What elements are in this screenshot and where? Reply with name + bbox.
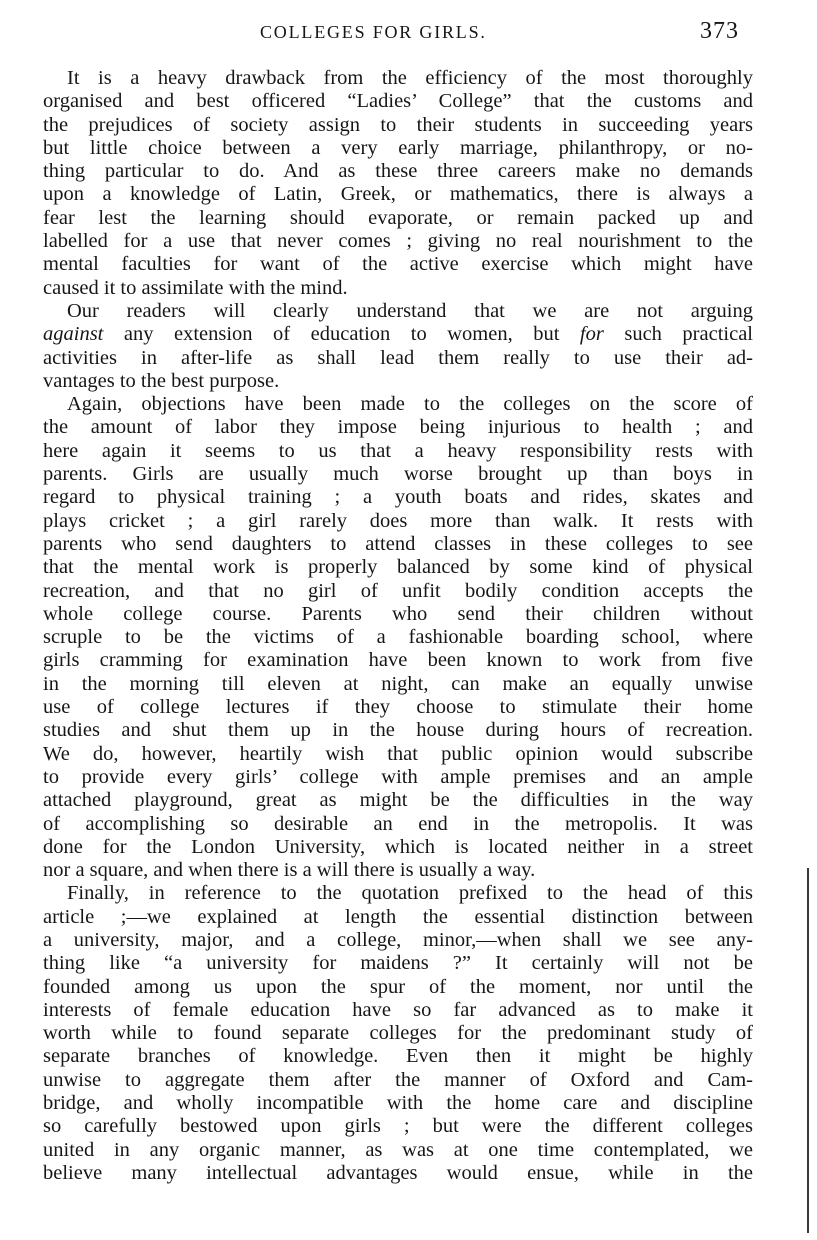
text-line: thing like “a university for maidens ?” It certainly will not be <box>43 952 753 975</box>
text-line: use of college lectures if they choose to stimulate their home <box>43 696 753 719</box>
text-line: caused it to assimilate with the mind. <box>43 276 348 299</box>
text-line: in the morning till eleven at night, can make an equally unwise <box>43 672 753 695</box>
text-line: studies and shut them up in the house during hours of recreation. <box>43 719 753 742</box>
text-line: nor a square, and when there is a will there is usually a way. <box>43 859 536 882</box>
text-line: parents who send daughters to attend classes in these colleges to see <box>43 532 753 555</box>
text-line: article ;—we explained at length the essential distinction between <box>43 905 753 928</box>
text-line: labelled for a use that never comes ; giving no real nourishment to the <box>43 230 753 253</box>
text-line: It is a heavy drawback from the efficiency of the most thoroughly <box>67 67 753 89</box>
text-line: regard to physical training ; a youth boats and rides, skates and <box>43 486 753 509</box>
text-line: unwise to aggregate them after the manner of Oxford and Cam- <box>43 1068 753 1091</box>
text-line: Finally, in reference to the quotation prefixed to the head of this <box>67 882 753 905</box>
text-line: against any extension of education to women, but for such practical <box>43 323 753 346</box>
text-line: Again, objections have been made to the colleges on the score of <box>67 393 753 416</box>
text-line: here again it seems to us that a heavy responsibility rests with <box>43 439 753 462</box>
text-line: to provide every girls’ college with ample premises and an ample <box>43 765 753 788</box>
text-line: We do, however, heartily wish that public opinion would subscribe <box>43 742 753 765</box>
body-text <box>43 67 753 1185</box>
page-number: 373 <box>700 18 739 44</box>
text-line: vantages to the best purpose. <box>43 369 280 392</box>
text-line: done for the London University, which is located neither in a street <box>43 835 753 858</box>
text-line: interests of female education have so far advanced as to make it <box>43 998 753 1021</box>
text-line: the amount of labor they impose being injurious to health ; and <box>43 416 753 439</box>
text-line: plays cricket ; a girl rarely does more than walk. It rests with <box>43 509 753 532</box>
running-title: COLLEGES FOR GIRLS. <box>260 22 487 42</box>
text-line: bridge, and wholly incompatible with the home care and discipline <box>43 1092 753 1115</box>
margin-rule <box>807 868 809 1233</box>
text-line: a university, major, and a college, minor,—when shall we see any- <box>43 928 753 951</box>
text-line: worth while to found separate colleges for the predominant study of <box>43 1022 753 1045</box>
emphasis-for: for <box>579 323 604 346</box>
text-line: founded among us upon the spur of the moment, nor until the <box>43 975 753 998</box>
text-line: upon a knowledge of Latin, Greek, or mathematics, there is always a <box>43 183 753 206</box>
running-head <box>0 18 817 52</box>
emphasis-against: against <box>43 323 104 346</box>
text-line: parents. Girls are usually much worse brought up than boys in <box>43 463 753 486</box>
text-line: attached playground, great as might be the difficulties in the way <box>43 789 753 812</box>
text-line: separate branches of knowledge. Even then it might be highly <box>43 1045 753 1068</box>
text-line: that the mental work is properly balanced by some kind of physical <box>43 556 753 579</box>
text-line: but little choice between a very early marriage, philanthropy, or no- <box>43 136 753 159</box>
text-line: whole college course. Parents who send their children without <box>43 602 753 625</box>
text-line: activities in after-life as shall lead them really to use their ad- <box>43 346 753 369</box>
text-line: so carefully bestowed upon girls ; but were the different colleges <box>43 1115 753 1138</box>
text-line: mental faculties for want of the active exercise which might have <box>43 253 753 276</box>
text-line: girls cramming for examination have been known to work from five <box>43 649 753 672</box>
text-line: recreation, and that no girl of unfit bodily condition accepts the <box>43 579 753 602</box>
text-line: the prejudices of society assign to their students in succeeding years <box>43 113 753 136</box>
text-line: united in any organic manner, as was at one time contemplated, we <box>43 1138 753 1161</box>
text-line: scruple to be the victims of a fashionable boarding school, where <box>43 626 753 649</box>
text-line: fear lest the learning should evaporate, or remain packed up and <box>43 206 753 229</box>
text-line: Our readers will clearly understand that we are not arguing <box>67 299 753 322</box>
text-line: organised and best officered “Ladies’ College” that the customs and <box>43 90 753 113</box>
text-line: of accomplishing so desirable an end in the metropolis. It was <box>43 812 753 835</box>
text-line: thing particular to do. And as these three careers make no demands <box>43 160 753 183</box>
text-line: believe many intellectual advantages would ensue, while in the <box>43 1161 753 1184</box>
